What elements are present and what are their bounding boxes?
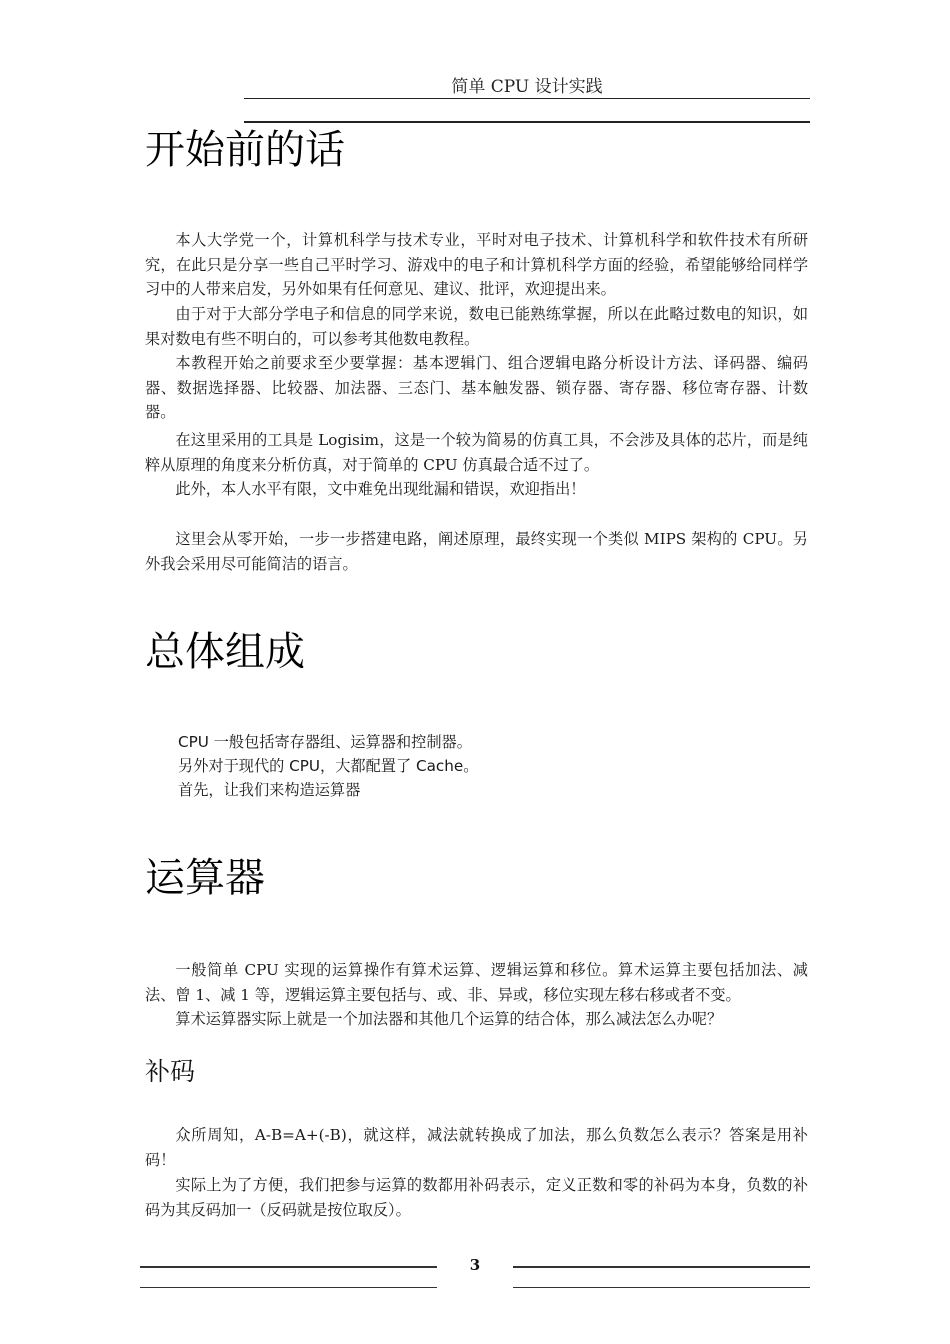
alu-paragraph-2: 算术运算器实际上就是一个加法器和其他几个运算的结合体，那么减法怎么办呢？ — [175, 1010, 723, 1028]
intro-paragraph-3: 本教程开始之前要求至少要掌握：基本逻辑门、组合逻辑电路分析设计方法、译码器、编码器、数据选择器、比较器、加法器、三态门、基本触发器、锁存器、寄存器、移位寄存器、计数器。 — [145, 354, 808, 421]
running-header: 简单 CPU 设计实践 — [451, 77, 603, 97]
intro-paragraph-2: 由于对于大部分学电子和信息的同学来说，数电已能熟练掌握，所以在此略过数电的知识，如果对数电有些不明白的，可以参考其他数电教程。 — [145, 305, 808, 348]
intro-paragraph-5: 此外，本人水平有限，文中难免出现纰漏和错误，欢迎指出！ — [175, 480, 586, 498]
overview-lines — [178, 730, 808, 802]
page-number: 3 — [469, 1256, 481, 1274]
section-title-alu: 运算器 — [145, 855, 265, 901]
overview-line-2: 另外对于现代的 CPU，大都配置了 Cache。 — [178, 757, 479, 775]
alu-paragraph-1: 一般简单 CPU 实现的运算操作有算术运算、逻辑运算和移位。算术运算主要包括加法、减法、曾 1、减 1 等，逻辑运算主要包括与、或、非、异或，移位实现左移右移或者不变。 — [145, 961, 808, 1004]
footer-rule-right-thin — [513, 1287, 810, 1288]
footer-rule-left-thin — [140, 1287, 437, 1288]
intro-paragraph-6: 这里会从零开始，一步一步搭建电路，阐述原理，最终实现一个类似 MIPS 架构的 CPU。另外我会采用尽可能简洁的语言。 — [145, 530, 808, 573]
header-rule — [244, 98, 810, 99]
intro-paragraph-4: 在这里采用的工具是 Logisim，这是一个较为简易的仿真工具，不会涉及具体的芯片，而是纯粹从原理的角度来分析仿真，对于简单的 CPU 仿真最合适不过了。 — [145, 431, 808, 474]
overview-line-1: CPU 一般包括寄存器组、运算器和控制器。 — [178, 733, 472, 751]
complement-paragraph-2: 实际上为了方便，我们把参与运算的数都用补码表示，定义正数和零的补码为本身，负数的补码为其反码加一（反码就是按位取反）。 — [145, 1176, 808, 1219]
footer-rule-left — [140, 1266, 437, 1268]
complement-paragraph-1: 众所周知，A-B=A+(-B)，就这样，减法就转换成了加法，那么负数怎么表示？答案是用补码！ — [145, 1126, 808, 1169]
section-title-intro: 开始前的话 — [145, 127, 345, 173]
overview-line-3: 首先，让我们来构造运算器 — [178, 781, 361, 799]
section-title-overview: 总体组成 — [145, 629, 305, 675]
footer-rule-right — [513, 1266, 810, 1268]
subsection-title-complement: 补码 — [145, 1057, 196, 1086]
intro-paragraph-1: 本人大学党一个，计算机科学与技术专业，平时对电子技术、计算机科学和软件技术有所研究，在此只是分享一些自己平时学习、游戏中的电子和计算机科学方面的经验，希望能够给同样学习中的人带来启发，另外如果有任何意见、建议、批评，欢迎提出来。 — [145, 231, 808, 298]
